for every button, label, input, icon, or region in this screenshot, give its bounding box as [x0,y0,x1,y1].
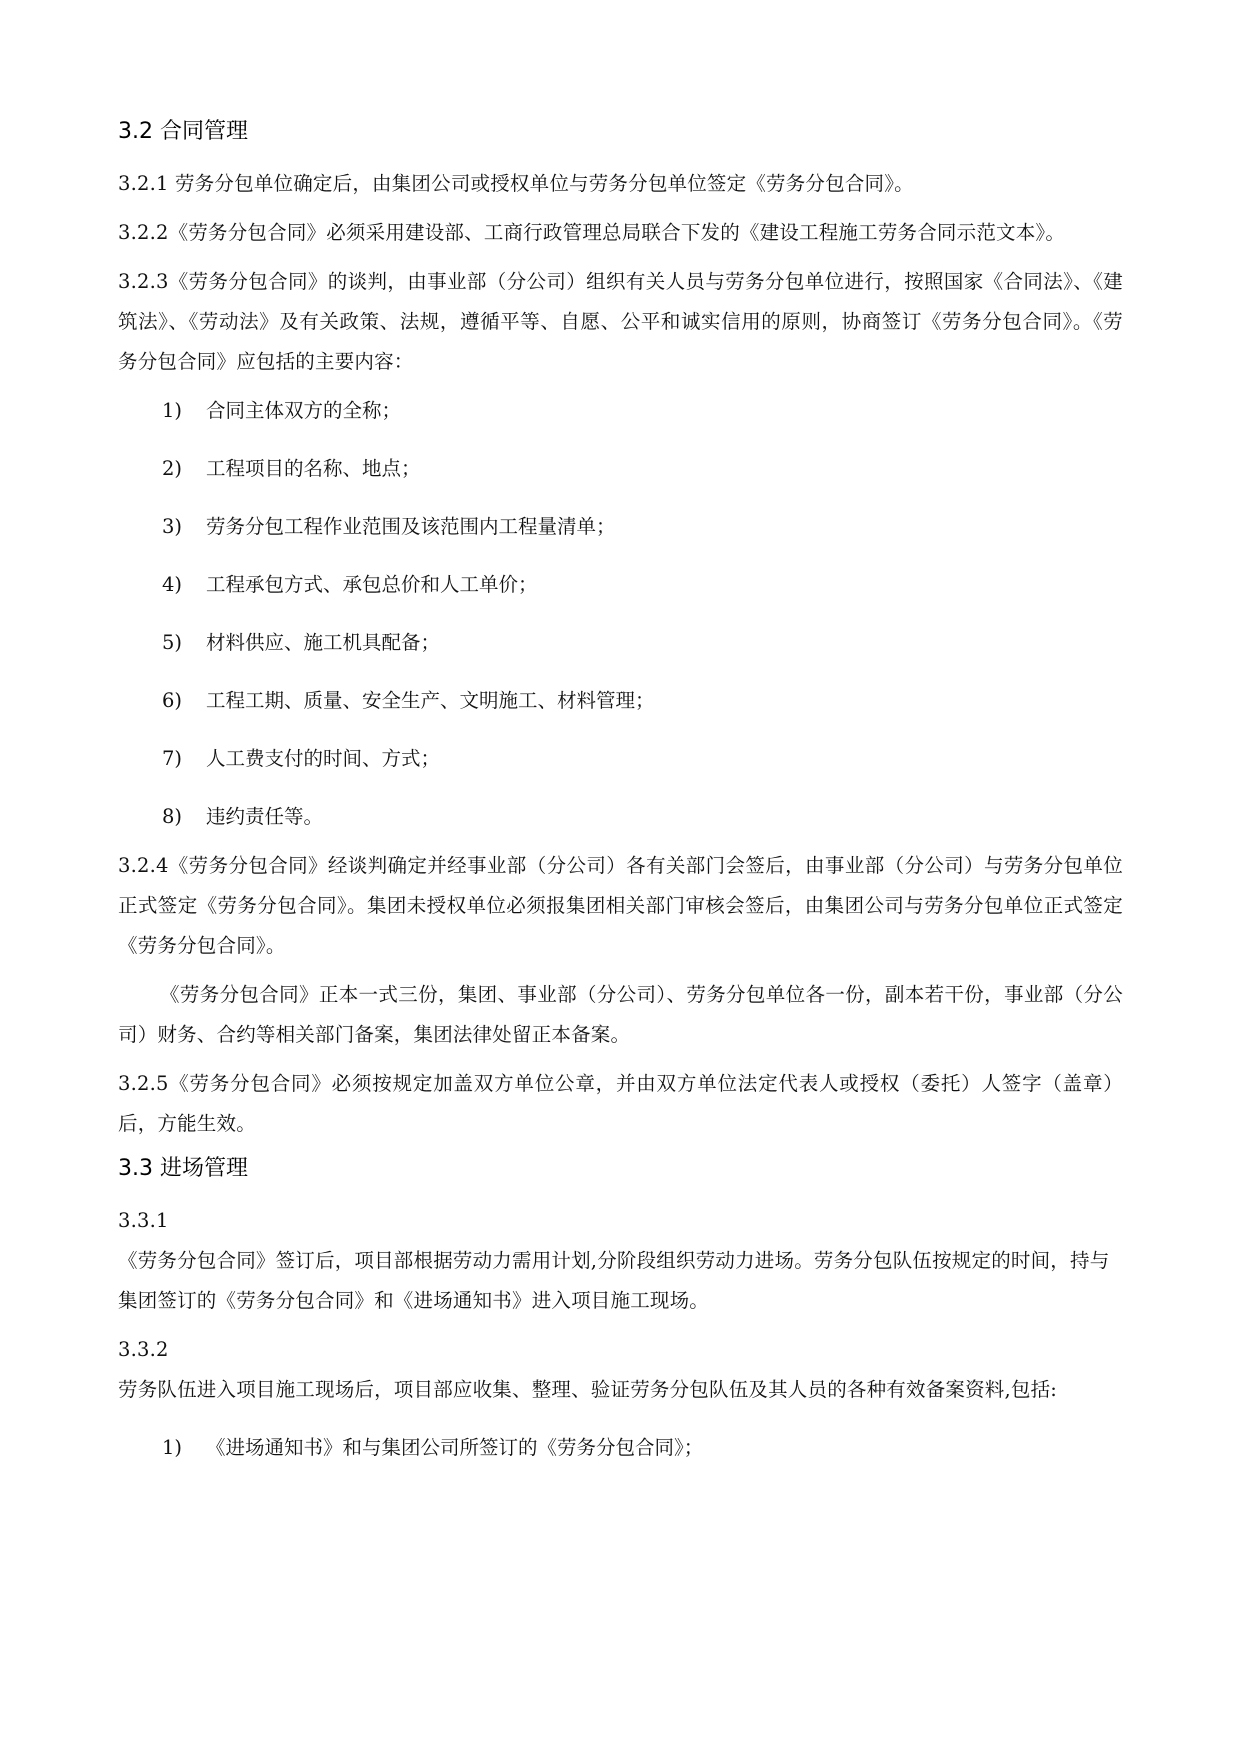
list-item [162,507,1123,547]
list-item-text: 劳务分包工程作业范围及该范围内工程量清单； [206,515,616,538]
list-item-number: 6) [162,689,183,712]
paragraph-text: 《劳务分包合同》签订后，项目部根据劳动力需用计划,分阶段组织劳动力进场。劳务分包队伍按规定的时间，持与集团签订的《劳务分包合同》和《进场通知书》进入项目施工现场。 [118,1249,1110,1312]
list-item [162,565,1123,605]
list-item-text: 工程承包方式、承包总价和人工单价； [206,573,538,596]
paragraph-3-2-2: 3.2.2《劳务分包合同》必须采用建设部、工商行政管理总局联合下发的《建设工程施工劳务合同示范文本》。 [118,221,1066,244]
section-heading-3-3: 3.3 进场管理 [118,1156,248,1181]
list-item-number: 3) [162,515,183,538]
list-item [162,449,1123,489]
list-item [162,391,1123,431]
contract-contents-list [118,391,1123,837]
list-item-text: 《进场通知书》和与集团公司所签订的《劳务分包合同》； [206,1436,704,1459]
list-item [162,1428,1123,1468]
list-item [162,739,1123,779]
list-item [162,797,1123,837]
section-heading-3-2: 3.2 合同管理 [118,119,248,144]
list-item-number: 5) [162,631,183,654]
paragraph-number: 3.3.2 [118,1338,169,1361]
paragraph-copies: 《劳务分包合同》正本一式三份，集团、事业部（分公司）、劳务分包单位各一份，副本若干份，事业部（分公司）财务、合约等相关部门备案，集团法律处留正本备案。 [118,983,1123,1046]
list-item-number: 7) [162,747,183,770]
paragraph-number: 3.3.1 [118,1209,169,1232]
list-item-number: 8) [162,805,183,828]
list-item-text: 人工费支付的时间、方式； [206,747,441,770]
paragraph-3-3-2 [118,1330,1123,1410]
list-item-number: 1) [162,1436,183,1459]
paragraph-3-2-3: 3.2.3《劳务分包合同》的谈判，由事业部（分公司）组织有关人员与劳务分包单位进行，按照国家《合同法》、《建筑法》、《劳动法》及有关政策、法规，遵循平等、自愿、公平和诚实信用的原则，协商签订《劳务分包合同》。《劳务分包合同》应包括的主要内容： [118,270,1123,373]
paragraph-3-2-1: 3.2.1 劳务分包单位确定后，由集团公司或授权单位与劳务分包单位签定《劳务分包合同》。 [118,172,914,195]
list-item-number: 4) [162,573,183,596]
list-item-text: 工程工期、质量、安全生产、文明施工、材料管理； [206,689,655,712]
list-item-text: 材料供应、施工机具配备； [206,631,441,654]
entry-documents-list [118,1428,1123,1468]
list-item-text: 合同主体双方的全称； [206,399,402,422]
paragraph-3-3-1 [118,1201,1123,1321]
list-item-text: 违约责任等。 [206,805,324,828]
paragraph-3-2-4: 3.2.4《劳务分包合同》经谈判确定并经事业部（分公司）各有关部门会签后，由事业部（分公司）与劳务分包单位正式签定《劳务分包合同》。集团未授权单位必须报集团相关部门审核会签后，由集团公司与劳务分包单位正式签定《劳务分包合同》。 [118,854,1123,957]
document-page [118,116,1123,1477]
list-item-number: 2) [162,457,183,480]
paragraph-3-2-5: 3.2.5《劳务分包合同》必须按规定加盖双方单位公章，并由双方单位法定代表人或授权（委托）人签字（盖章）后，方能生效。 [118,1072,1123,1135]
list-item-number: 1) [162,399,183,422]
list-item [162,681,1123,721]
paragraph-text: 劳务队伍进入项目施工现场后，项目部应收集、整理、验证劳务分包队伍及其人员的各种有效备案资料,包括: [118,1378,1058,1401]
list-item-text: 工程项目的名称、地点； [206,457,421,480]
list-item [162,623,1123,663]
